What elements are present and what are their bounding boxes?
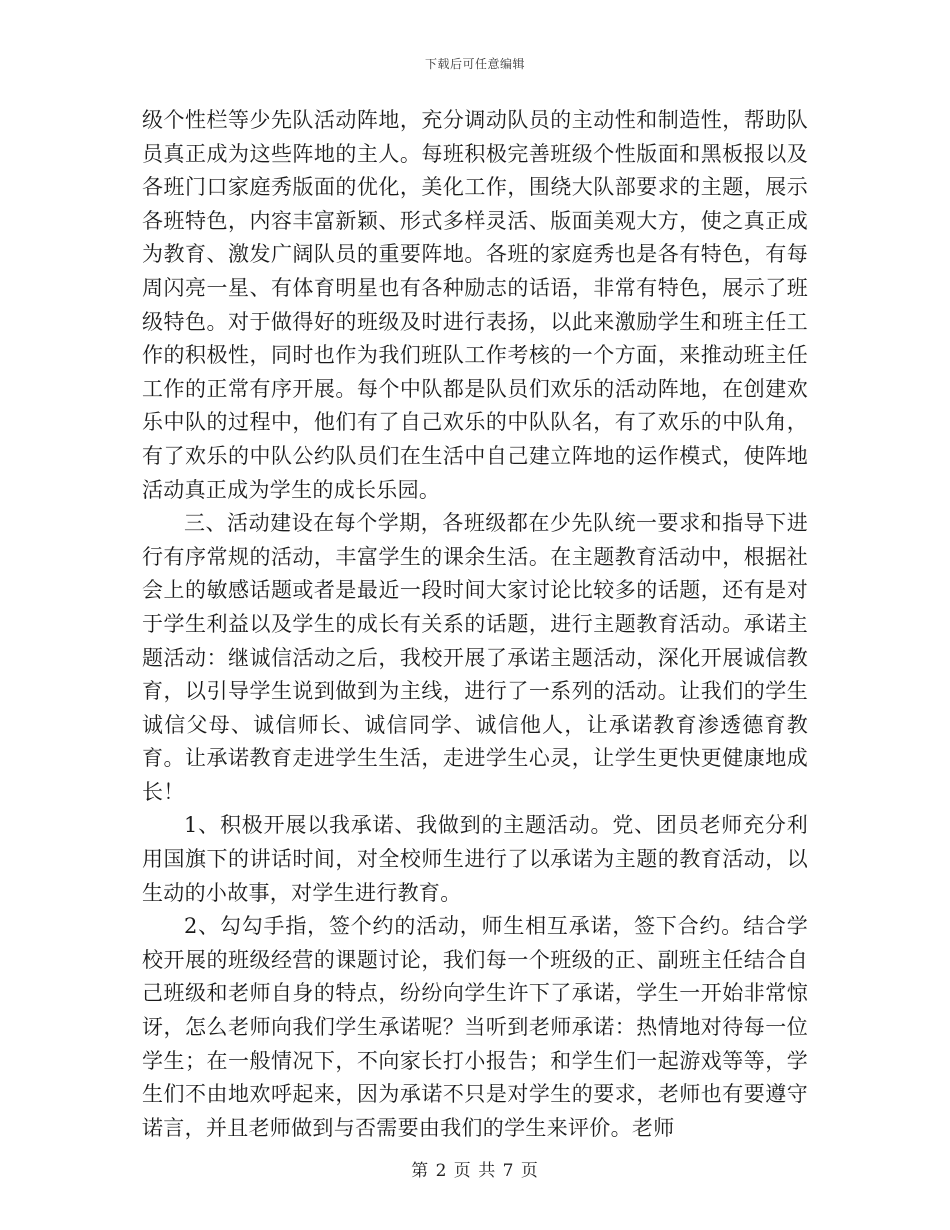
paragraph-section-three: 三、活动建设在每个学期，各班级都在少先队统一要求和指导下进行有序常规的活动，丰富学生的课余生活。在主题教育活动中，根据社会上的敏感话题或者是最近一段时间大家讨论比较多的话题，还有是对于学生利益以及学生的成长有关系的话题，进行主题教育活动。承诺主题活动：继诚信活动之后，我校开展了承诺主题活动，深化开展诚信教育，以引导学生说到做到为主线，进行了一系列的活动。让我们的学生诚信父母、诚信师长、诚信同学、诚信他人，让承诺教育渗透德育教育。让承诺教育走进学生生活，走进学生心灵，让学生更快更健康地成长！ [142,511,808,804]
page-header-note: 下载后可任意编辑 [424,57,525,71]
page-number: 第 2 页 共 7 页 [411,1161,539,1181]
document-body [142,104,808,1145]
paragraph-item-two: 2、勾勾手指，签个约的活动，师生相互承诺，签下合约。结合学校开展的班级经营的课题讨论，我们每一个班级的正、副班主任结合自己班级和老师自身的特点，纷纷向学生许下了承诺，学生一开始非常惊讶，怎么老师向我们学生承诺呢？当听到老师承诺：热情地对待每一位学生；在一般情况下，不向家长打小报告；和学生们一起游戏等等，学生们不由地欢呼起来，因为承诺不只是对学生的要求，老师也有要遵守诺言，并且老师做到与否需要由我们的学生来评价。老师 [142,914,808,1140]
paragraph-item-one: 1、积极开展以我承诺、我做到的主题活动。党、团员老师充分利用国旗下的讲话时间，对全校师生进行了以承诺为主题的教育活动，以生动的小故事，对学生进行教育。 [142,813,808,905]
paragraph-continuation: 级个性栏等少先队活动阵地，充分调动队员的主动性和制造性，帮助队员真正成为这些阵地的主人。每班积极完善班级个性版面和黑板报以及各班门口家庭秀版面的优化，美化工作，围绕大队部要求的主题，展示各班特色，内容丰富新颖、形式多样灵活、版面美观大方，使之真正成为教育、激发广阔队员的重要阵地。各班的家庭秀也是各有特色，有每周闪亮一星、有体育明星也有各种励志的话语，非常有特色，展示了班级特色。对于做得好的班级及时进行表扬，以此来激励学生和班主任工作的积极性，同时也作为我们班队工作考核的一个方面，来推动班主任工作的正常有序开展。每个中队都是队员们欢乐的活动阵地，在创建欢乐中队的过程中，他们有了自己欢乐的中队队名，有了欢乐的中队角，有了欢乐的中队公约队员们在生活中自己建立阵地的运作模式，使阵地活动真正成为学生的成长乐园。 [142,108,808,502]
